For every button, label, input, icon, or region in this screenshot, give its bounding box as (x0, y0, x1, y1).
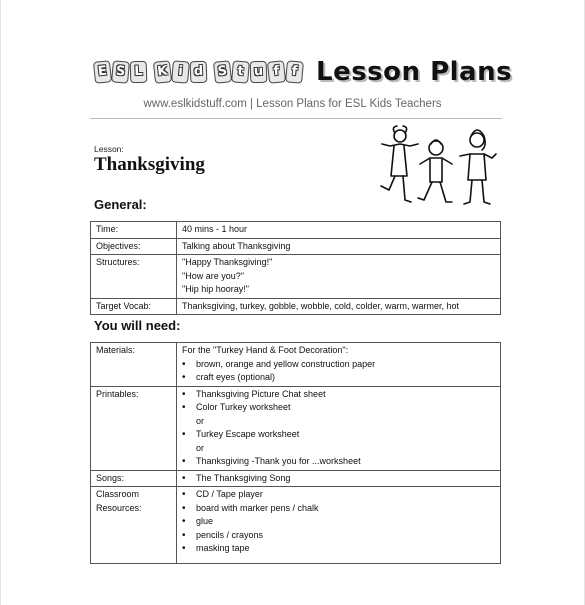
you-will-need-heading: You will need: (94, 318, 181, 333)
table-row (91, 343, 501, 387)
esl-kid-stuff-logo (94, 61, 304, 83)
list-item: • Thanksgiving Picture Chat sheet (182, 388, 496, 402)
logo-letter-tile: E (93, 60, 112, 84)
songs-label: Songs: (91, 470, 177, 487)
logo-letter-tile: d (190, 61, 208, 84)
you-will-need-table (90, 342, 501, 564)
logo-letter-tile: f (285, 60, 304, 83)
structure-line: "Happy Thanksgiving!" (182, 257, 273, 267)
list-item: • CD / Tape player (182, 488, 496, 502)
lesson-label: Lesson: (94, 144, 124, 154)
table-row (91, 255, 501, 299)
printables-label: Printables: (91, 386, 177, 470)
classroom-resources-value (177, 487, 501, 564)
logo-letter-tile: f (267, 60, 286, 84)
materials-intro: For the "Turkey Hand & Foot Decoration": (182, 345, 349, 355)
list-connector: or (196, 415, 205, 426)
structure-line: "How are you?" (182, 270, 244, 281)
list-item: • Color Turkey worksheet (182, 401, 496, 415)
logo-letter-tile: L (130, 61, 148, 84)
printables-list (182, 388, 496, 469)
list-item: • board with marker pens / chalk (182, 502, 496, 516)
list-item: • Thanksgiving -Thank you for ...worksheet (182, 455, 496, 469)
materials-label: Materials: (91, 343, 177, 387)
table-row (91, 238, 501, 255)
list-item: • brown, orange and yellow construction paper (182, 358, 496, 372)
header-divider (90, 118, 502, 119)
logo-letter-tile: S (213, 60, 232, 84)
classroom-resources-list (182, 488, 496, 556)
table-row (91, 487, 501, 564)
structures-label: Structures: (91, 255, 177, 299)
list-item: • craft eyes (optional) (182, 371, 496, 385)
target-vocab-label: Target Vocab: (91, 298, 177, 315)
time-label: Time: (91, 222, 177, 239)
objectives-value: Talking about Thanksgiving (177, 238, 501, 255)
structures-value (177, 255, 501, 299)
logo-letter-tile: K (153, 60, 172, 84)
row-spacer (182, 556, 496, 562)
list-item: • glue (182, 515, 496, 529)
table-row (91, 386, 501, 470)
table-row (91, 470, 501, 487)
header-title: Lesson Plans (316, 57, 513, 87)
structure-line: "Hip hip hooray!" (182, 284, 249, 294)
materials-list (182, 358, 496, 385)
logo-letter-tile: S (111, 60, 130, 83)
table-row (91, 298, 501, 315)
general-table (90, 221, 501, 315)
time-value: 40 mins - 1 hour (177, 222, 501, 239)
header-tagline: www.eslkidstuff.com | Lesson Plans for ESL Kids Teachers (143, 98, 442, 110)
list-item: • masking tape (182, 542, 496, 556)
printables-value (177, 386, 501, 470)
table-row (91, 222, 501, 239)
list-item: • Turkey Escape worksheet (182, 428, 496, 442)
logo-letter-tile: i (171, 60, 190, 83)
list-connector: or (196, 442, 205, 453)
materials-value (177, 343, 501, 387)
list-item: • The Thanksgiving Song (182, 472, 496, 486)
songs-list (182, 472, 496, 486)
kids-illustration (372, 124, 502, 214)
songs-value (177, 470, 501, 487)
logo-letter-tile: u (250, 61, 268, 84)
objectives-label: Objectives: (91, 238, 177, 255)
lesson-title: Thanksgiving (94, 154, 205, 175)
target-vocab-value: Thanksgiving, turkey, gobble, wobble, cold, colder, warm, warmer, hot (177, 298, 501, 315)
classroom-resources-label-text: Classroom Resources: (96, 489, 142, 513)
classroom-resources-label (91, 487, 177, 564)
header-logo (94, 52, 512, 92)
general-heading: General: (94, 197, 147, 212)
list-item: • pencils / crayons (182, 529, 496, 543)
logo-letter-tile: t (231, 60, 250, 83)
